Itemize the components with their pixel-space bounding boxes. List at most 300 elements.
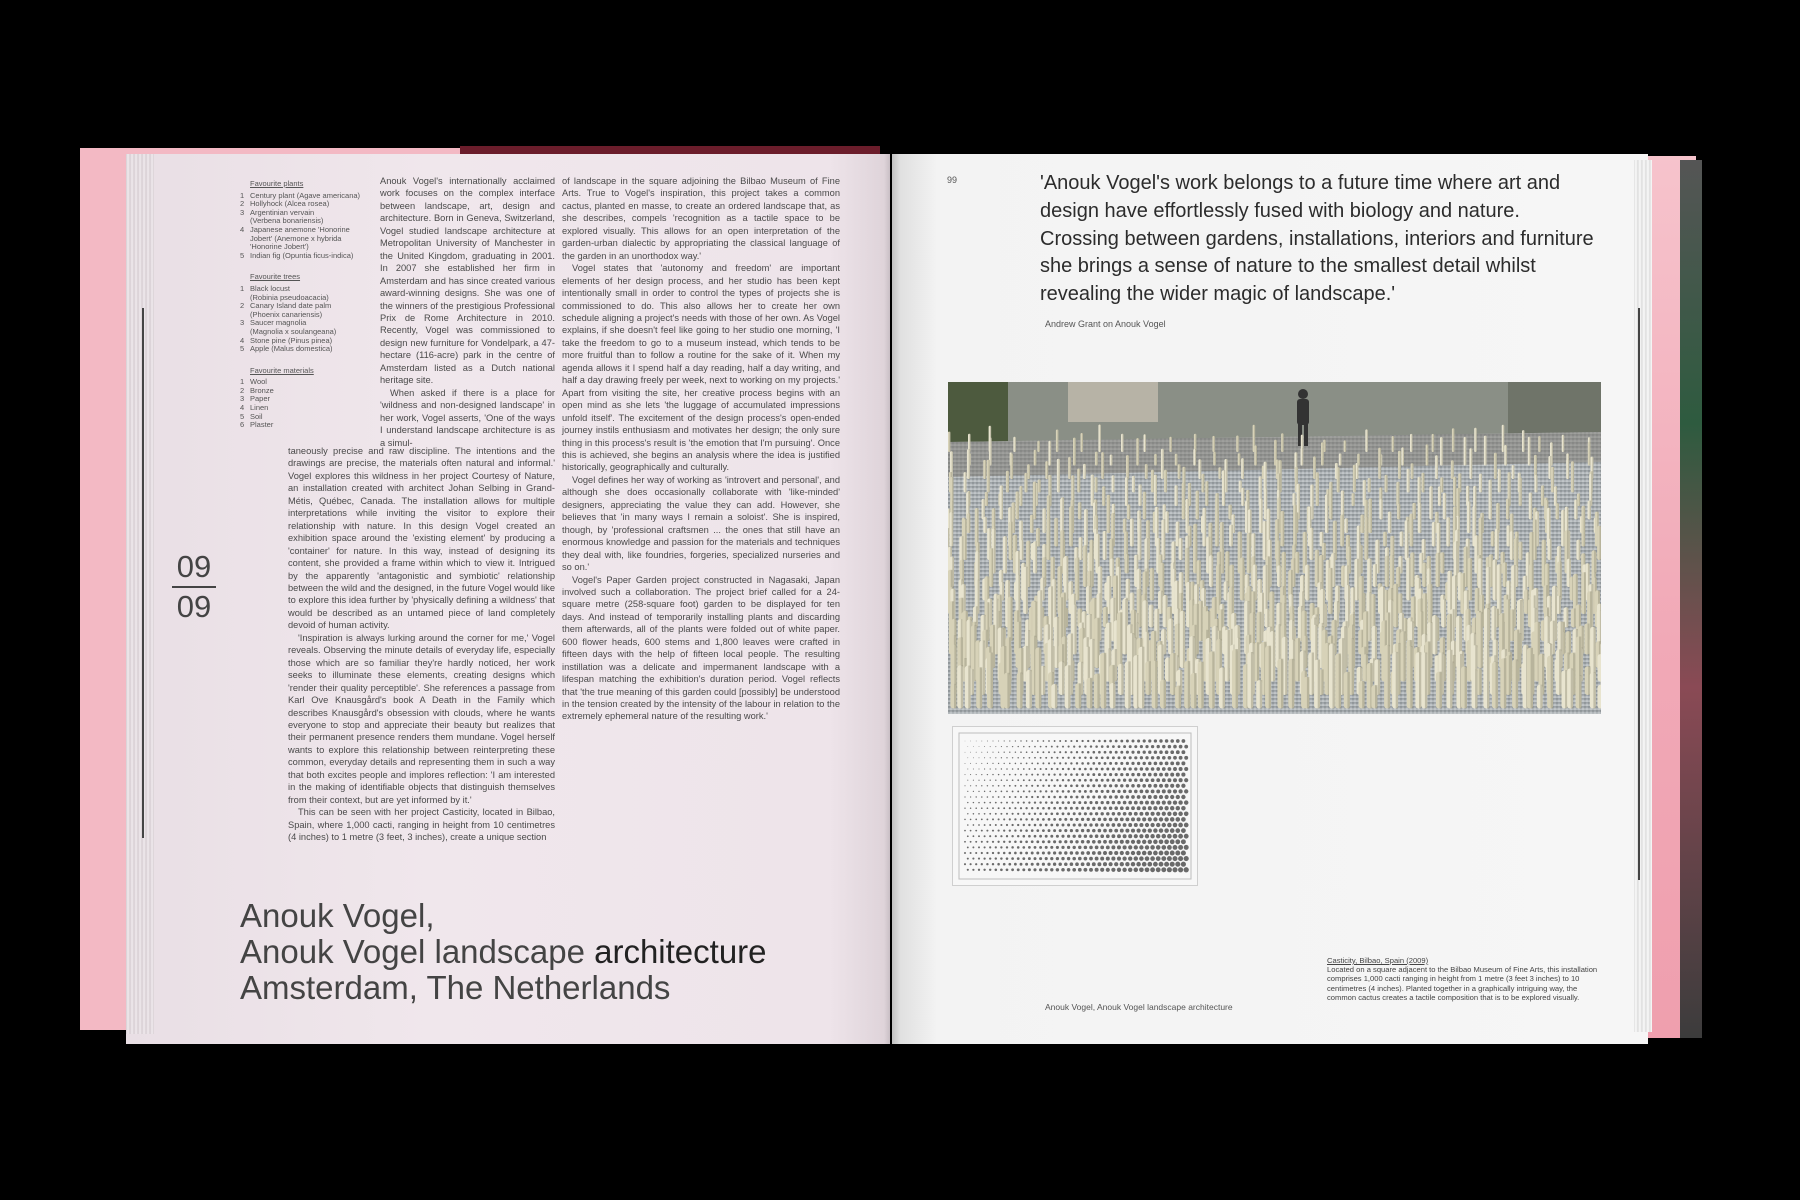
plan-dot — [1009, 829, 1011, 831]
favourites-group — [240, 367, 375, 430]
plan-dot — [1043, 740, 1045, 742]
cactus-shade — [1085, 464, 1086, 479]
plan-dot — [1170, 761, 1174, 765]
cactus-shade — [1408, 469, 1409, 493]
cactus-shade — [1211, 523, 1213, 561]
plan-dot — [1134, 845, 1138, 849]
plan-dot — [1037, 774, 1039, 776]
plan-dot — [981, 852, 983, 854]
item-text: (Verbena bonariensis) — [250, 216, 324, 226]
plan-dot — [1179, 756, 1183, 760]
plan-dot — [1178, 834, 1183, 839]
plan-dot — [1076, 762, 1078, 764]
item-number: 4 — [240, 335, 245, 345]
cactus-shade — [1364, 593, 1366, 614]
cactus-shade — [1198, 491, 1199, 520]
plan-dot — [986, 818, 988, 820]
plan-dot — [979, 757, 980, 758]
cactus-shade — [1531, 648, 1533, 709]
plan-dot — [1145, 801, 1149, 805]
plan-dot — [1001, 779, 1003, 781]
item-number: 3 — [240, 318, 245, 328]
plan-dot — [1114, 851, 1118, 855]
plan-dot — [978, 780, 979, 781]
plan-dot — [1064, 829, 1067, 832]
plan-dot — [1137, 806, 1141, 810]
cactus-shade — [1536, 475, 1537, 493]
plan-dot — [1006, 835, 1008, 837]
plan-dot — [1020, 763, 1022, 765]
plan-dot — [1161, 867, 1166, 872]
cactus-shade — [1324, 543, 1326, 560]
cactus-shade — [1079, 683, 1081, 708]
cactus-shade — [1388, 645, 1390, 709]
plan-dot — [1098, 807, 1101, 810]
plan-dot — [984, 802, 986, 804]
plan-dot — [1003, 852, 1006, 855]
plan-dot — [1179, 745, 1183, 749]
title-line-3: Amsterdam, The Netherlands — [240, 969, 671, 1006]
plan-dot — [1167, 789, 1171, 793]
plan-dot — [1176, 739, 1180, 743]
cactus-shade — [985, 460, 986, 479]
plan-dot — [970, 852, 972, 854]
plan-dot — [1170, 806, 1174, 810]
plan-dot — [1151, 801, 1155, 805]
plan-dot — [970, 841, 972, 843]
plan-dot — [1087, 773, 1090, 776]
cactus-shade — [1302, 448, 1303, 465]
plan-dot — [1045, 868, 1048, 871]
plan-dot — [1086, 829, 1089, 832]
plan-dot — [1109, 773, 1112, 776]
plan-dot — [1034, 846, 1037, 849]
plan-dot — [1178, 845, 1183, 850]
plan-dot — [1106, 756, 1109, 759]
cactus-shade — [1404, 631, 1406, 681]
plan-dot — [1161, 845, 1166, 850]
cactus-shade — [1430, 622, 1432, 668]
body-column-3 — [562, 175, 840, 723]
plan-dot — [1106, 823, 1110, 827]
plan-dot — [1025, 818, 1027, 820]
plan-dot — [1134, 823, 1138, 827]
plan-dot — [1001, 768, 1002, 769]
cactus-shade — [1281, 659, 1283, 709]
cactus-shade — [1104, 653, 1106, 709]
plan-dot — [1153, 851, 1158, 856]
plan-dot — [1139, 823, 1143, 827]
plan-dot — [1087, 784, 1090, 787]
item-text: Wool — [250, 377, 267, 387]
plan-dot — [1086, 851, 1090, 855]
plan-dot — [1045, 835, 1048, 838]
plan-dot — [1109, 740, 1112, 743]
plan-dot — [967, 858, 969, 860]
plan-dot — [1100, 857, 1104, 861]
cactus-shade — [1398, 482, 1399, 506]
plan-dot — [1181, 817, 1186, 822]
plan-dot — [1126, 784, 1129, 787]
cactus-shade — [1194, 673, 1196, 709]
plan-dot — [1106, 845, 1110, 849]
plan-dot — [970, 752, 971, 753]
plan-dot — [1008, 863, 1011, 866]
plan-dot — [1000, 824, 1002, 826]
plan-dot — [1162, 756, 1166, 760]
cactus-shade — [1020, 673, 1022, 709]
cactus-shade — [1099, 593, 1101, 641]
plan-dot — [1134, 834, 1138, 838]
plan-dot — [1179, 767, 1183, 771]
plan-dot — [1028, 801, 1030, 803]
cactus-shade — [1243, 458, 1244, 479]
plan-dot — [1162, 778, 1166, 782]
plan-dot — [976, 741, 977, 742]
plan-dot — [1120, 795, 1124, 799]
cactus-shade — [1556, 486, 1557, 506]
plan-dot — [1064, 818, 1067, 821]
plan-dot — [981, 863, 983, 865]
plan-dot — [1126, 806, 1130, 810]
cactus-shade — [1517, 566, 1519, 587]
plan-dot — [1134, 767, 1137, 770]
cactus-shade — [1508, 499, 1509, 520]
plan-dot — [1028, 846, 1031, 849]
cactus-shade — [1065, 636, 1067, 668]
cactus-shade — [1128, 661, 1130, 708]
cactus — [1597, 685, 1601, 709]
plan-dot — [1103, 795, 1106, 798]
plan-dot — [1034, 813, 1036, 815]
plan-dot — [1131, 851, 1135, 855]
plan-dot — [981, 752, 982, 753]
plan-dot — [1159, 828, 1163, 832]
cactus-shade — [1140, 589, 1142, 628]
cactus-shade — [1030, 670, 1032, 709]
plan-dot — [1028, 813, 1030, 815]
plan-dot — [1156, 756, 1160, 760]
plan-dot — [995, 835, 997, 837]
plan-dot — [1022, 857, 1025, 860]
cactus-shade — [1510, 472, 1511, 506]
cactus-shade — [1039, 480, 1040, 493]
item-number: 3 — [240, 394, 245, 404]
plan-dot — [1039, 824, 1042, 827]
plan-dot — [1106, 779, 1109, 782]
plan-dot — [992, 841, 994, 843]
plan-dot — [1067, 779, 1070, 782]
plan-dot — [1017, 790, 1019, 792]
item-number: 1 — [240, 283, 245, 293]
plan-dot — [973, 813, 975, 815]
paragraph: Vogel states that 'autonomy and freedom' are important elements of her design process, and her studio has been kept intentionally small in order to control the types of projects she is commissioned to do. This also allows her to create her own schedule aligning a project's needs with those of her own. As Vogel explains, if she doesn't feel like going to her studio one morning, 'I take the freedom to go to a museum instead, which tends to be more fruitful than to follow a routine for the sake of it. When my agenda allows it I spend half a day reading, half a day writing, and half a day drawing freely per week, next to working on my projects.' Apart from visiting the site, her creative process begins with an open mind as she lets 'the luggage of accumulated impressions unfold itself'. The excitement of the design process's open-ended journey instils enthusiasm and motivates her design; the only sure thing in this process's result is 'the emotion that I'm pursuing'. Once this is achieved, she begins an analysis where the idea is justified historically, geographically and culturally. — [562, 263, 840, 473]
plan-dot — [1118, 756, 1121, 759]
plan-dot — [972, 858, 974, 860]
cactus-shade — [1029, 541, 1031, 587]
plan-dot — [1053, 818, 1056, 821]
plan-dot — [1084, 801, 1087, 804]
plan-dot — [1017, 857, 1020, 860]
plan-dot — [1045, 757, 1047, 759]
cactus-shade — [1401, 593, 1403, 614]
cactus-shade — [1267, 609, 1269, 628]
plan-dot — [1167, 800, 1171, 804]
plan-dot — [1137, 762, 1140, 765]
plan-dot — [1139, 834, 1143, 838]
plan-dot — [1014, 863, 1017, 866]
plan-dot — [1167, 767, 1171, 771]
plan-dot — [1128, 801, 1132, 805]
cactus-shade — [1584, 506, 1586, 547]
cactus-shade — [1367, 429, 1368, 452]
plan-dot — [998, 763, 999, 764]
plan-dot — [992, 785, 994, 787]
plan-dot — [989, 791, 991, 793]
plan-dot — [1145, 867, 1150, 872]
plan-dot — [1079, 757, 1081, 759]
plan-dot — [1014, 796, 1016, 798]
plan-dot — [1173, 778, 1177, 782]
cactus-shade — [1399, 504, 1400, 520]
cactus-shade — [1400, 451, 1401, 479]
plan-dot — [1075, 851, 1079, 855]
cactus-shade — [1148, 538, 1150, 560]
plan-dot — [1056, 779, 1058, 781]
cactus-shade — [1369, 592, 1371, 641]
plan-dot — [1092, 840, 1096, 844]
cactus-shade — [1393, 436, 1394, 452]
plan-dot — [1022, 868, 1025, 871]
plan-dot — [1161, 856, 1166, 861]
cactus-shade — [1486, 436, 1487, 466]
book-gutter — [884, 154, 900, 1044]
plan-dot — [1045, 824, 1048, 827]
plan-dot — [1129, 779, 1132, 782]
plan-dot — [1034, 768, 1036, 770]
plan-dot — [1000, 846, 1002, 848]
plan-dot — [1148, 851, 1153, 856]
plan-dot — [976, 785, 977, 786]
cactus-shade — [1147, 538, 1149, 573]
cactus-shade — [1514, 565, 1516, 614]
plan-dot — [1011, 824, 1013, 826]
plan-dot — [1048, 818, 1051, 821]
plan-dot — [1059, 818, 1062, 821]
plan-dot — [1104, 751, 1107, 754]
plan-dot — [1078, 823, 1081, 826]
plan-dot — [1162, 823, 1166, 827]
plan-dot — [1170, 795, 1174, 799]
plan-dot — [995, 813, 997, 815]
plan-dot — [1123, 756, 1126, 759]
item-text: (Magnolia x soulangeana) — [250, 326, 337, 336]
plan-dot — [1050, 857, 1053, 860]
plan-dot — [1125, 817, 1129, 821]
plan-dot — [1084, 823, 1087, 826]
plan-dot — [1148, 806, 1152, 810]
cactus-shade — [1333, 644, 1335, 709]
cactus-shade — [1317, 550, 1319, 587]
plan-dot — [1153, 817, 1157, 821]
plan-dot — [1090, 790, 1093, 793]
cactus-shade — [1579, 493, 1580, 506]
cactus-shade — [1239, 453, 1240, 465]
plan-dot — [1056, 846, 1059, 849]
cactus-shade — [1049, 518, 1051, 560]
plan-dot — [1064, 796, 1067, 799]
plan-dot — [1087, 818, 1090, 821]
cactus-shade — [1280, 460, 1281, 492]
plan-dot — [1114, 806, 1118, 810]
plan-dot — [1103, 829, 1107, 833]
plan-dot — [1095, 801, 1098, 804]
plan-dot — [1067, 823, 1070, 826]
plan-dot — [1014, 829, 1016, 831]
plan-dot — [1176, 806, 1180, 810]
plan-dot — [1009, 740, 1010, 741]
cactus-shade — [1119, 567, 1121, 614]
plan-dot — [1073, 768, 1075, 770]
cactus-shade — [1423, 473, 1424, 493]
cactus-shade — [1543, 485, 1544, 506]
cactus-shade — [1026, 473, 1027, 493]
plan-dot — [1000, 802, 1002, 804]
cactus-shade — [1059, 459, 1060, 493]
plan-dot — [1017, 779, 1019, 781]
plan-dot — [1123, 845, 1127, 849]
plan-dot — [1184, 767, 1188, 771]
plan-dot — [1117, 790, 1120, 793]
cactus-shade — [1184, 483, 1185, 520]
plan-dot — [1031, 785, 1033, 787]
plan-dot — [1095, 756, 1098, 759]
plan-dot — [1011, 868, 1014, 871]
plan-dot — [1095, 745, 1098, 748]
plan-dot — [1114, 829, 1118, 833]
plan-dot — [1037, 762, 1039, 764]
plan-dot — [1164, 828, 1169, 833]
plan-dot — [1081, 840, 1084, 843]
item-number: 2 — [240, 385, 245, 395]
site-plan-drawing — [952, 726, 1198, 886]
plan-dot — [1098, 784, 1101, 787]
plan-dot — [1028, 835, 1031, 838]
cactus-shade — [1217, 511, 1219, 546]
plan-dot — [1056, 757, 1058, 759]
plan-dot — [1039, 801, 1041, 803]
item-text: Soil — [250, 411, 263, 421]
cactus-shade — [1050, 475, 1051, 506]
plan-dot — [984, 813, 986, 815]
plan-dot — [1031, 740, 1033, 742]
plan-dot — [1126, 762, 1129, 765]
plan-dot — [1059, 829, 1062, 832]
cactus-shade — [1097, 674, 1099, 709]
plan-dot — [978, 791, 979, 792]
cactus-shade — [1120, 612, 1122, 668]
plan-dot — [1039, 790, 1041, 792]
plan-dot — [1112, 767, 1115, 770]
plan-dot — [1020, 796, 1022, 798]
plan-dot — [1156, 867, 1161, 872]
plan-dot — [1125, 840, 1129, 844]
plan-dot — [1086, 862, 1090, 866]
plan-dot — [1078, 812, 1081, 815]
plan-dot — [1145, 845, 1149, 849]
plan-dot — [1045, 746, 1047, 748]
plan-dot — [1056, 812, 1059, 815]
plan-dot — [1022, 846, 1025, 849]
plan-dot — [1050, 846, 1053, 849]
plan-dot — [1145, 790, 1149, 794]
cactus-shade — [1113, 513, 1115, 547]
plan-dot — [1134, 745, 1137, 748]
plan-dot — [1170, 862, 1175, 867]
caption-body: Located on a square adjacent to the Bilbao Museum of Fine Arts, this installation comprises 1,000 cacti ranging in height from 1 metre (3 feet 3 inches) to 10 centimetres (4 inches). Planted together in a graphically intriguing way, the common cactus creates a tactile composition that is to be explored visually. — [1327, 965, 1598, 1002]
plan-dot — [1092, 784, 1095, 787]
cactus-shade — [1378, 659, 1380, 695]
cactus-shade — [1363, 515, 1364, 534]
cactus-shade — [1167, 511, 1168, 533]
plan-dot — [1042, 751, 1044, 753]
plan-dot — [1175, 839, 1180, 844]
plan-dot — [1137, 739, 1140, 742]
plan-dot — [987, 807, 989, 809]
plan-dot — [992, 763, 993, 764]
cactus-shade — [1438, 553, 1440, 587]
plan-dot — [1051, 768, 1053, 770]
cactus-shade — [1349, 547, 1351, 574]
cactus-shade — [1261, 499, 1262, 533]
cactus-shade — [1152, 568, 1154, 601]
plan-dot — [1114, 818, 1118, 822]
paragraph: This can be seen with her project Casticity, located in Bilbao, Spain, where 1,000 cacti, ranging in height from 10 centimetres (4 inches) to 1 metre (3 feet, 3 inches), create a unique section — [288, 807, 555, 843]
plan-dot — [1165, 784, 1169, 788]
favourites-sidebar — [240, 180, 375, 443]
plan-dot — [1001, 757, 1002, 758]
plan-dot — [1140, 745, 1143, 748]
plan-dot — [1115, 751, 1118, 754]
plan-dot — [1167, 856, 1172, 861]
plan-dot — [1159, 784, 1163, 788]
cactus-shade — [1149, 661, 1151, 695]
cactus-shade — [989, 460, 990, 493]
cactus-shade — [1481, 474, 1482, 493]
cactus-shade — [1104, 486, 1105, 506]
plan-dot — [987, 741, 988, 742]
cactus-shade — [1181, 538, 1183, 560]
plan-dot — [1014, 818, 1016, 820]
plan-dot — [989, 835, 991, 837]
plan-dot — [1142, 784, 1146, 788]
plan-dot — [1162, 812, 1166, 816]
plan-dot — [972, 846, 974, 848]
plan-dot — [1167, 778, 1171, 782]
cactus-shade — [1176, 454, 1177, 466]
plan-dot — [1012, 790, 1014, 792]
cactus-shade — [949, 432, 950, 452]
cactus-shade — [1506, 445, 1507, 466]
plan-dot — [1128, 812, 1132, 816]
cactus-shade — [1005, 536, 1007, 573]
cactus-shade — [1460, 473, 1461, 492]
cactus-shade — [1234, 514, 1235, 533]
cactus-shade — [1440, 672, 1442, 709]
cactus-shade — [1032, 515, 1033, 533]
paragraph: Vogel's Paper Garden project constructed in Nagasaki, Japan involved such a collaboration. The project brief called for a 24-square metre (258-square foot) garden to be displayed for ten days. And instead of temporarily installing plants and discarding them afterwards, all of the plants were folded out of white paper. 600 flower heads, 600 stems and 1,800 leaves were crafted in fifteen days with the help of fifteen local people. The resulting instillation was a delicate and impermanent landscape with a lifespan matching the exhibition's duration period. Vogel reflects that 'the true meaning of this garden could [possibly] be understood in the tension created by the intensity of the labour in relation to the extremely ephemeral nature of the resulting work.' — [562, 574, 840, 722]
plan-dot — [1145, 778, 1149, 782]
